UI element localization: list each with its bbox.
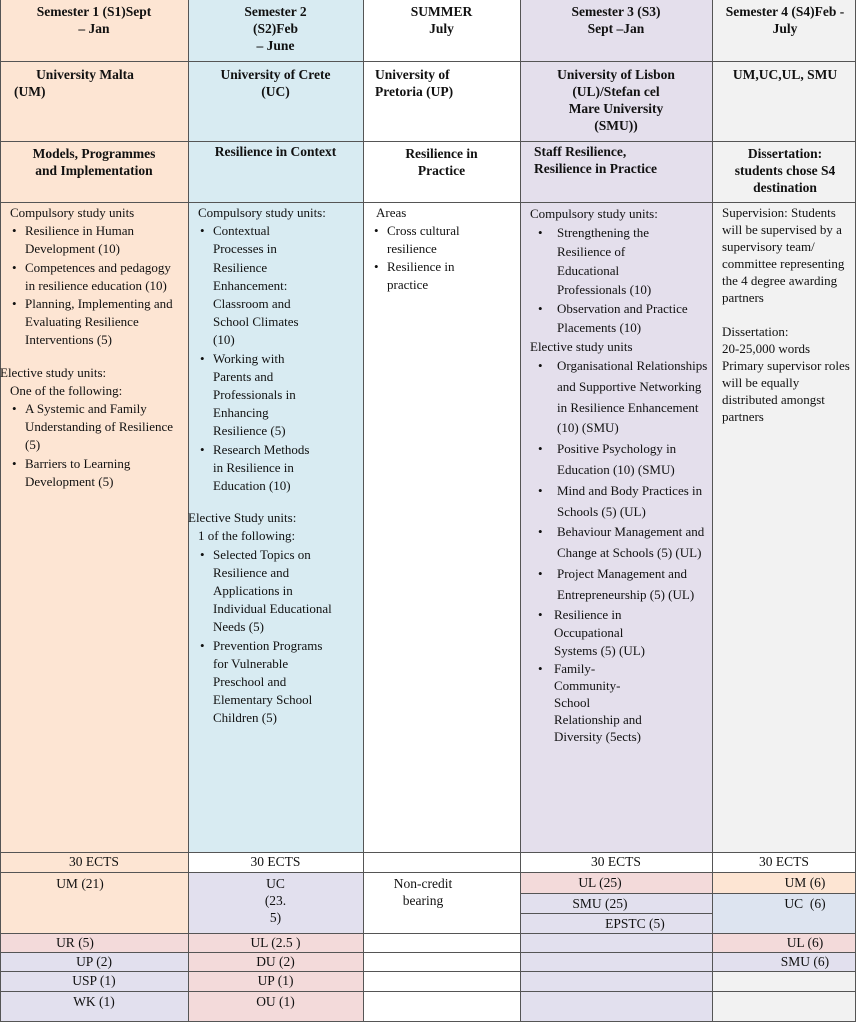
- list-item: • Organisational Relationships and Supportive Networking in Resilience Enhancement (10) (SMU): [536, 356, 712, 439]
- s1-header-line1: Semester 1 (S1)Sept: [36, 4, 152, 19]
- s3-content: [530, 204, 712, 745]
- s4-university: [714, 66, 856, 83]
- s3-alloc-epstc: EPSTC (5): [605, 916, 665, 931]
- list-item: • Prevention Programs for Vulnerable Preschool and Elementary School Children (5): [198, 637, 338, 728]
- list-item: • Family-Community-School Relationship and Diversity (5ects): [536, 660, 644, 745]
- s1-theme: [2, 145, 186, 179]
- s3-university-line1: University of Lisbon: [557, 67, 675, 82]
- s1-university-line1: University Malta: [36, 67, 134, 82]
- list-item: • A Systemic and Family Understanding of Resilience (5): [10, 400, 180, 455]
- s4-header: [714, 3, 856, 37]
- s3-ects: 30 ECTS: [591, 854, 641, 869]
- summer-university-line2: Pretoria (UP): [375, 84, 454, 99]
- summer-header: [365, 3, 518, 37]
- list-item: • Research Methods in Resilience in Education (10): [198, 441, 318, 496]
- s1-header: [2, 3, 186, 37]
- summer-header-line1: SUMMER: [410, 4, 473, 19]
- s4-dissertation-label: Dissertation:: [722, 324, 789, 339]
- summer-header-line2: July: [429, 21, 454, 36]
- s2-content: [188, 204, 353, 728]
- s3-university-line3: Mare University: [568, 101, 664, 116]
- s4-rest-bg: [712, 971, 856, 1022]
- s2-university-line1: University of Crete: [220, 67, 331, 82]
- list-item: • Observation and Practice Placements (10): [536, 299, 712, 337]
- s4-theme-line2: students chose S4: [734, 163, 836, 178]
- summer-alloc: [363, 875, 483, 909]
- s1-theme-line2: and Implementation: [35, 163, 153, 178]
- s4-theme-line3: destination: [753, 180, 817, 195]
- s1-compulsory-list: [0, 222, 180, 349]
- summer-theme-line2: Practice: [417, 163, 466, 178]
- s2-university-line2: (UC): [261, 84, 290, 99]
- summer-alloc-line2: bearing: [402, 893, 444, 908]
- s2-header-line1: Semester 2: [244, 4, 307, 19]
- s3-theme: [534, 143, 710, 177]
- s2-theme-line1: Resilience in Context: [214, 144, 337, 159]
- s1-content: [0, 204, 180, 491]
- list-item: • Behaviour Management and Change at Schools (5) (UL): [536, 522, 712, 564]
- s3-theme-line1: Staff Resilience,: [534, 144, 627, 159]
- s1-elective-label: Elective study units:: [0, 364, 107, 380]
- summer-theme: [365, 145, 518, 179]
- s4-alloc-uc: UC (6): [784, 896, 826, 911]
- s1-alloc-usp: USP (1): [72, 973, 116, 988]
- s1-compulsory-label: Compulsory study units: [10, 205, 135, 220]
- s4-supervision: Supervision: Students will be supervised by a supervisory team/ committee representing the 4 degree awarding partners: [722, 205, 845, 305]
- summer-university: [375, 66, 515, 100]
- summer-university-line1: University of: [375, 67, 450, 82]
- s3-elective-list: [530, 356, 712, 745]
- list-item: • Contextual Processes in Resilience Enhancement: Classroom and School Climates (10): [198, 222, 318, 349]
- s4-header-line1: Semester 4 (S4)Feb -: [725, 4, 845, 19]
- s2-ects: 30 ECTS: [250, 854, 301, 869]
- s1-university: [10, 66, 160, 100]
- list-item: • Working with Parents and Professionals in Enhancing Resilience (5): [198, 350, 318, 441]
- s2-alloc-uc-line1: UC: [266, 876, 285, 891]
- s3-alloc-smu: SMU (25): [572, 896, 628, 911]
- s4-dissertation-words: 20-25,000 words: [722, 341, 811, 356]
- s4-theme: [714, 145, 856, 196]
- list-item: • Resilience in Human Development (10): [10, 222, 180, 258]
- summer-theme-line1: Resilience in: [405, 146, 478, 161]
- s2-alloc-uc: [188, 875, 363, 926]
- s3-university-line2: (UL)/Stefan cel: [572, 84, 660, 99]
- list-item: • Competences and pedagogy in resilience education (10): [10, 259, 180, 295]
- s2-compulsory-list: [188, 222, 318, 495]
- s4-header-line2: July: [772, 21, 798, 36]
- summer-areas-list: [366, 222, 496, 294]
- list-item: • Selected Topics on Resilience and Applications in Individual Educational Needs (5): [198, 546, 338, 637]
- s2-header-line2: (S2)Feb: [253, 21, 298, 36]
- s4-content: [722, 204, 856, 425]
- s1-theme-line1: Models, Programmes: [32, 146, 156, 161]
- list-item: • Project Management and Entrepreneurship (5) (UL): [536, 564, 712, 606]
- s1-university-line2: (UM): [14, 84, 46, 99]
- s2-header: [190, 3, 361, 54]
- s1-ects: 30 ECTS: [69, 854, 119, 869]
- s4-alloc-ul: UL (6): [786, 935, 824, 950]
- s2-university: [190, 66, 361, 100]
- s2-alloc-ou: OU (1): [256, 994, 295, 1009]
- s1-alloc-ur: UR (5): [56, 935, 94, 950]
- s2-alloc-uc-line2: (23.: [264, 893, 287, 908]
- s4-ects: 30 ECTS: [759, 854, 809, 869]
- s2-elective-list: [188, 546, 338, 728]
- s2-header-line3: – June: [256, 38, 295, 53]
- s1-elective-sub: One of the following:: [10, 382, 123, 398]
- s2-theme: [190, 143, 361, 160]
- list-item: • Resilience in Occupational Systems (5) (UL): [536, 606, 669, 660]
- s3-alloc-ul: UL (25): [578, 875, 622, 890]
- s1-alloc-up: UP (2): [76, 954, 112, 969]
- s3-header-line1: Semester 3 (S3): [571, 4, 661, 19]
- list-item: • Resilience in practice: [372, 258, 496, 294]
- s3-header: [522, 3, 710, 37]
- s2-alloc-up: UP (1): [257, 973, 294, 988]
- list-item: • Positive Psychology in Education (10) (SMU): [536, 439, 712, 481]
- s2-alloc-ul: UL (2.5 ): [250, 935, 301, 950]
- list-item: • Planning, Implementing and Evaluating Resilience Interventions (5): [10, 295, 180, 350]
- summer-content: [366, 204, 496, 294]
- s3-header-line2: Sept –Jan: [587, 21, 645, 36]
- s2-compulsory-label: Compulsory study units:: [198, 205, 326, 220]
- s4-alloc-um: UM (6): [784, 875, 826, 890]
- list-item: • Barriers to Learning Development (5): [10, 455, 180, 491]
- s2-alloc-du: DU (2): [256, 954, 295, 969]
- s3-compulsory-list: [530, 223, 712, 337]
- s3-elective-label: Elective study units: [530, 339, 633, 354]
- s3-university: [522, 66, 710, 134]
- s4-university-line1: UM,UC,UL, SMU: [732, 67, 838, 82]
- list-item: • Mind and Body Practices in Schools (5) (UL): [536, 481, 712, 523]
- s1-alloc-um: UM (21): [56, 876, 104, 891]
- s2-elective-sub: 1 of the following:: [198, 528, 296, 544]
- s4-alloc-smu: SMU (6): [780, 954, 830, 969]
- list-item: • Cross cultural resilience: [372, 222, 496, 258]
- s2-elective-label: Elective Study units:: [188, 510, 297, 526]
- summer-areas-label: Areas: [376, 205, 407, 220]
- s4-theme-line1: Dissertation:: [747, 146, 823, 161]
- s3-theme-line2: Resilience in Practice: [534, 161, 657, 176]
- s4-column-bg: [712, 0, 856, 852]
- s1-elective-list: [0, 400, 180, 491]
- s2-alloc-uc-line3: 5): [269, 910, 282, 925]
- list-item: • Strengthening the Resilience of Educational Professionals (10): [536, 223, 682, 299]
- s3-university-line4: (SMU)): [594, 118, 638, 133]
- s3-compulsory-label: Compulsory study units:: [530, 206, 658, 221]
- s1-header-line2: – Jan: [78, 21, 110, 36]
- s1-alloc-wk: WK (1): [73, 994, 115, 1009]
- s4-dissertation-note: Primary supervisor roles will be equally distributed amongst partners: [722, 358, 850, 424]
- summer-alloc-line1: Non-credit: [393, 876, 453, 891]
